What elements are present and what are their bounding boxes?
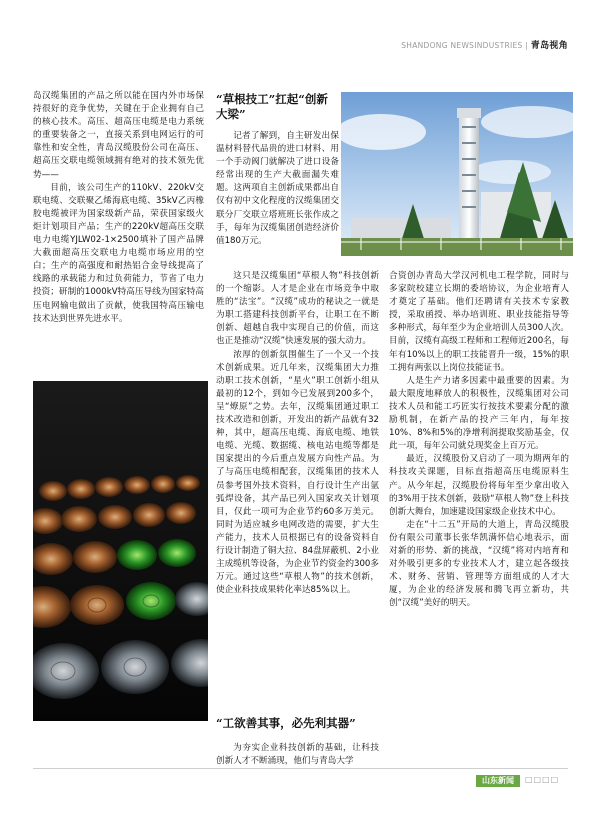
- article-column-1: [33, 90, 204, 326]
- paragraph: 走在“十二五”开局的大道上，青岛汉缆股份有限公司董事长张华凯满怀信心地表示，面对新的形势、新的挑战，“汉缆”将对内培育和对外吸引更多的专业技术人才，建立起各级技术、财务、营销、管理等方面组成的人才大厦，为企业的经济发展和腾飞再立新功，共创“汉缆”美好的明天。: [389, 519, 569, 609]
- article-column-2-bottom: [216, 270, 379, 597]
- paragraph: 为夯实企业科技创新的基础，让科技创新人才不断涌现，他们与青岛大学: [216, 743, 379, 767]
- paragraph: 这只是汉缆集团“草根人物”科技创新的一个缩影。人才是企业在市场竞争中取胜的“法宝”。“汉缆”成功的秘诀之一就是为职工搭建科技创新平台，让职工在不断创新、超越自我中实现自己的价值，而这也正是推动“汉缆”快速发展的强大动力。: [216, 271, 379, 347]
- article-heading-1: “草根技工”扛起“创新大梁”: [216, 92, 328, 121]
- article-heading-2: “工欲善其事，必先利其器”: [216, 716, 356, 730]
- article-column-2-top: [216, 130, 339, 248]
- magazine-name: SHANDONG NEWSINDUSTRIES: [401, 41, 523, 50]
- factory-tower-photo: [341, 92, 573, 256]
- footer-divider: [33, 768, 568, 769]
- cable-spools-photo: [33, 381, 208, 721]
- paragraph: 岛汉缆集团的产品之所以能在国内外市场保持很好的竞争优势，关键在于企业拥有自己的核心技术。高压、超高压电缆是电力系统的重要装备之一，直接关系到电网运行的可靠性和安全性，青岛汉缆股份公司在高压、超高压交联电缆领域拥有绝对的技术领先优势——: [33, 91, 204, 180]
- paragraph: 目前，该公司生产的110kV、220kV交联电缆、交联聚乙烯海底电缆、35kV乙丙橡胶电缆被评为国家级新产品，荣获国家级火炬计划项目产品；生产的220kV超高压交联电力电缆YJLW02-1×2500填补了国产品牌大截面超高压交联电力电缆市场应用的空白；生产的高强度和耐热铝合金导线提高了线路的承载能力和过负荷能力，节省了电力投资；研制的1000kV特高压导线为国家特高压电网输电做出了贡献，使我国特高压输电技术达到世界先进水平。: [33, 182, 204, 324]
- footer-logo: 山东新闻: [476, 775, 520, 787]
- article-column-3: [389, 270, 569, 610]
- section-title: 青岛视角: [530, 41, 568, 51]
- page-header: SHANDONG NEWSINDUSTRIES | 青岛视角: [401, 41, 568, 51]
- article-column-2-end: [216, 742, 379, 768]
- paragraph: 合资创办青岛大学汉河机电工程学院，同时与多家院校建立长期的委培协议，为企业培育人才奠定了基础。他们还聘请有关技术专家教授，采取函授、举办培训班、职业技能指导等多种形式，每年至少为企业培训人员300人次。目前，汉缆有高级工程师和工程师近200名，每年有10%以上的职工技能晋升一级，15%的职工拥有两张以上岗位技能证书。: [389, 271, 569, 373]
- footer-page-marks: □□□□: [525, 775, 560, 784]
- cable-spools-image: [33, 381, 208, 721]
- paragraph: 浓厚的创新氛围催生了一个又一个技术创新成果。近几年来，汉缆集团大力推动职工技术创新，“星火”职工创新小组从最初的12个，到如今已发展到200多个，呈“燎原”之势。去年，汉缆集团通过职工技术改造和创新，开发出的新产品就有32种，其中，超高压电缆、海底电缆、地铁电缆、光缆、数据缆、核电站电缆等都是国家提出的今后重点发展方向性产品。为了与高压电缆相配套，汉缆集团的技术人员参考国外技术资料，自行设计生产出氩弧焊设备，其产品已列入国家攻关计划项目，仅此一项可为企业节约60多万美元。同时为适应城乡电网改造的需要，扩大生产能力，技术人员根据已有的设备资料自行设计制造了铜大拉、84盘屏蔽机、2小业主成缆机等设备，为企业节约资金约300多万元。通过这些“草根人物”的技术创新，使企业科技成果转化率达85%以上。: [216, 349, 379, 596]
- paragraph: 记者了解到，自主研发出保温材料替代品贵的进口材料、用一个手动阀门就解决了进口设备经常出现的生产大截面漏失难题。这两项自主创新成果都出自仅有初中文化程度的汉缆集团交联分厂交联立塔班班长张作成之手，每年为汉缆集团创造经济价值180万元。: [216, 131, 339, 246]
- paragraph: 最近，汉缆股份又启动了一项为期两年的科技攻关课题，目标直指超高压电缆原料生产。从今年起，汉缆股份将每年至少拿出收入的3%用于技术创新，鼓励“草根人物”登上科技创新大舞台，加速建设国家级企业技术中心。: [389, 454, 569, 517]
- paragraph: 人是生产力诸多因素中最重要的因素。为最大限度地释放人的积极性，汉缆集团对公司技术人员和能工巧匠实行按技术要素分配的激励机制，在新产品的投产三年内，每年按10%、8%和5%的净增利润提取奖励基金，仅此一项，每年公司就兑现奖金上百万元。: [389, 375, 569, 452]
- factory-tower-image: [341, 92, 573, 256]
